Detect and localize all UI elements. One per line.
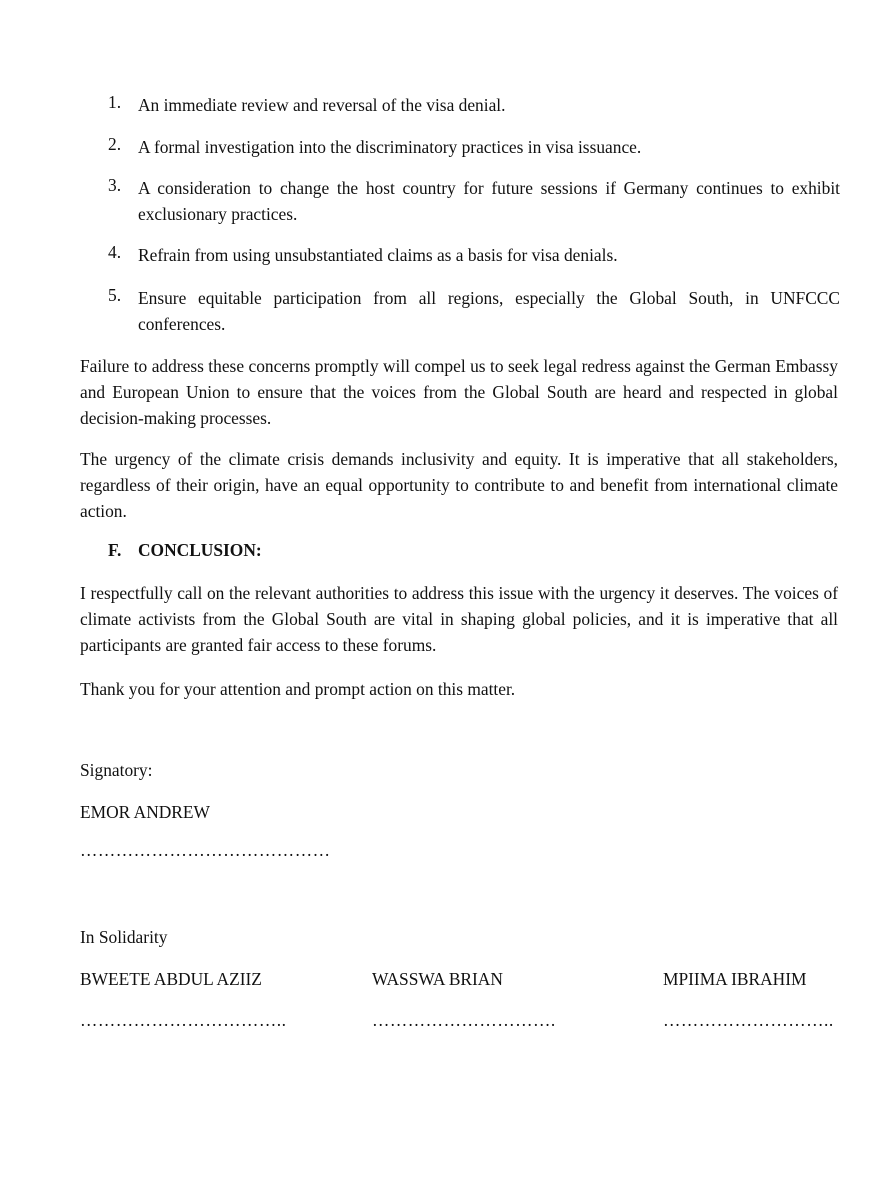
section-heading (108, 540, 262, 561)
list-text: Ensure equitable participation from all regions, especially the Global South, in UNFCCC conferences. (138, 288, 840, 334)
list-number: 3. (108, 175, 122, 195)
solidarity-signature-line: …………………………….. (80, 1010, 287, 1030)
solidarity-label: In Solidarity (80, 927, 168, 947)
section-title: CONCLUSION: (138, 540, 262, 560)
list-text: Refrain from using unsubstantiated claims as a basis for visa denials. (138, 245, 618, 265)
list-item (108, 134, 840, 160)
signatory-name: EMOR ANDREW (80, 802, 210, 822)
solidarity-signature-line: …………………………. (372, 1010, 556, 1030)
signatory-label: Signatory: (80, 760, 153, 780)
paragraph-urgency: The urgency of the climate crisis demands inclusivity and equity. It is imperative that all stakeholders, regardless of their origin, have an equal opportunity to contribute to and benefit from international climate action. (80, 449, 838, 521)
solidarity-signer-name: BWEETE ABDUL AZIIZ (80, 969, 262, 989)
list-number: 2. (108, 134, 122, 154)
list-item (108, 242, 840, 268)
solidarity-signature-line: ……………………….. (663, 1010, 834, 1030)
list-item (108, 175, 840, 227)
paragraph-failure: Failure to address these concerns promptly will compel us to seek legal redress against the German Embassy and European Union to ensure that the voices from the Global South are heard and respected in global decision-making processes. (80, 356, 838, 428)
section-letter: F. (108, 540, 122, 560)
paragraph-thanks: Thank you for your attention and prompt action on this matter. (80, 679, 516, 699)
list-item (108, 285, 840, 337)
list-number: 1. (108, 92, 122, 112)
solidarity-signer-name: MPIIMA IBRAHIM (663, 969, 807, 989)
list-item (108, 92, 840, 118)
list-number: 4. (108, 242, 122, 262)
list-text: An immediate review and reversal of the visa denial. (138, 95, 506, 115)
solidarity-signer-name: WASSWA BRIAN (372, 969, 503, 989)
list-text: A consideration to change the host country for future sessions if Germany continues to exhibit exclusionary practices. (138, 178, 840, 224)
paragraph-conclusion: I respectfully call on the relevant authorities to address this issue with the urgency it deserves. The voices of climate activists from the Global South are vital in shaping global policies, and it is imperative that all participants are granted fair access to these forums. (80, 583, 838, 655)
list-text: A formal investigation into the discriminatory practices in visa issuance. (138, 137, 642, 157)
list-number: 5. (108, 285, 122, 305)
signature-line: …………………………………… (80, 840, 331, 860)
